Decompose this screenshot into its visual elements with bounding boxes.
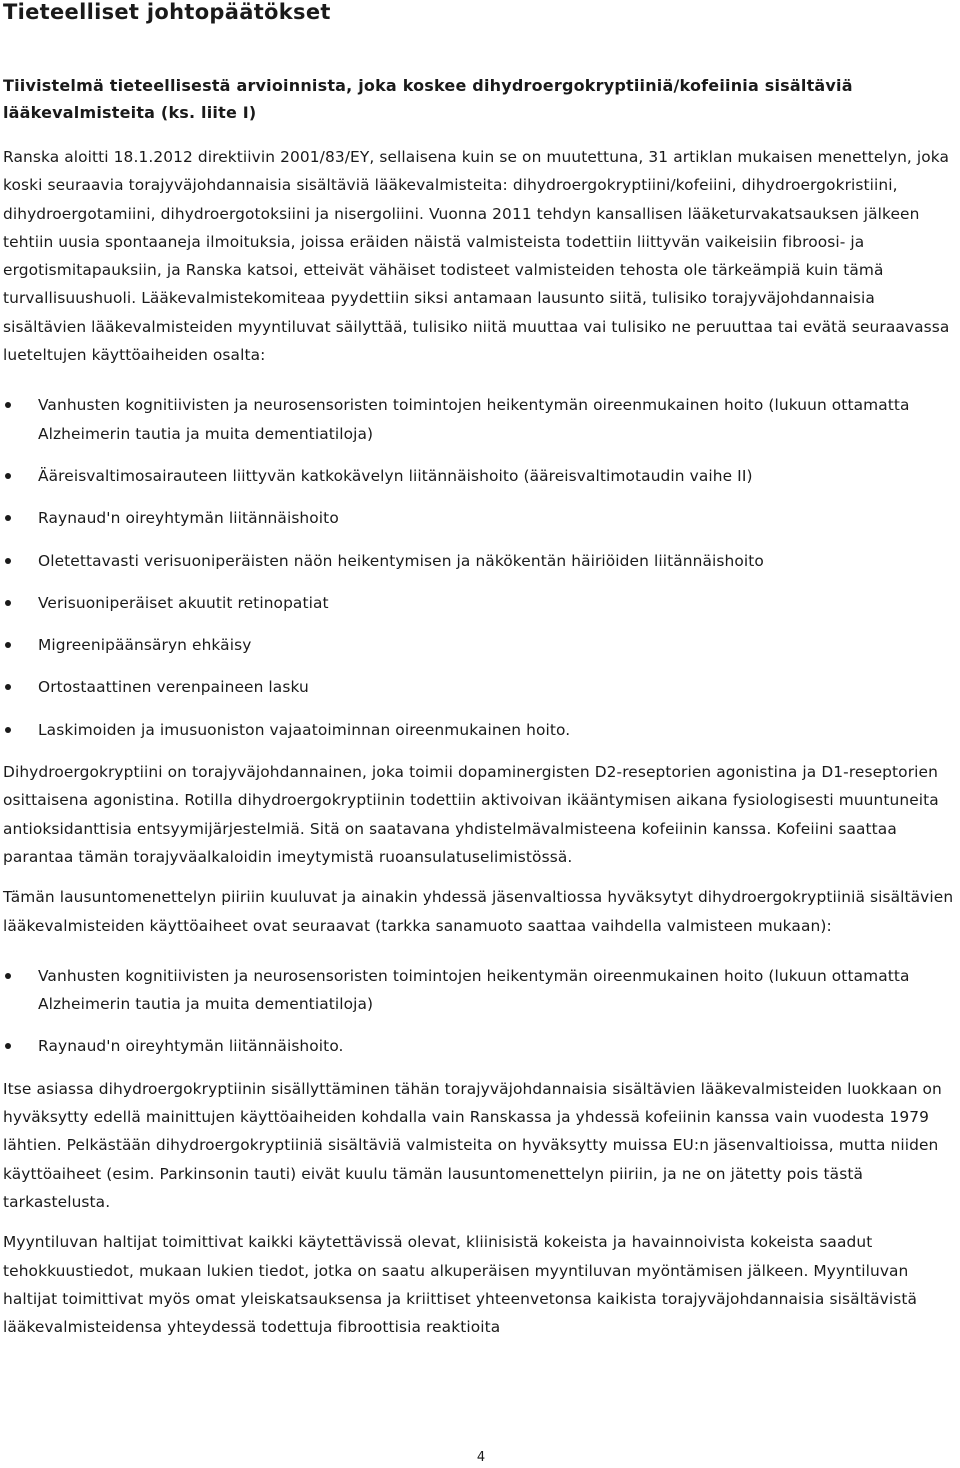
list-item-text: Ortostaattinen verenpaineen lasku <box>38 678 309 697</box>
bullet-icon <box>5 1043 11 1049</box>
list-item <box>3 673 959 701</box>
document-title: Tieteelliset johtopäätökset <box>3 0 331 24</box>
page-number: 4 <box>476 1450 486 1465</box>
document-page <box>3 0 959 1468</box>
list-item-text: Oletettavasti verisuoniperäisten näön heikentymisen ja näkökentän häiriöiden liitännäishoito <box>38 551 764 570</box>
paragraph-authorisation-scope: Itse asiassa dihydroergokryptiinin sisällyttäminen tähän torajyväjohdannaisia sisältävien lääkevalmisteiden luokkaan on hyväksytty edellä mainittujen käyttöaiheiden kohdalla vain Ranskassa ja yhdessä kofeiinin kanssa vain vuodesta 1979 lähtien. Pelkästään dihydroergokryptiiniä sisältäviä valmisteita on hyväksytty muissa EU:n jäsenvaltioissa, mutta niiden käyttöaiheet (esim. Parkinsonin tauti) eivät kuulu tämän lausuntomenettelyn piiriin, ja ne on jätetty pois tästä tarkastelusta. <box>3 1079 942 1211</box>
list-item <box>3 462 959 490</box>
list-item-text: Ääreisvaltimosairauteen liittyvän katkokävelyn liitännäishoito (ääreisvaltimotaudin vaihe II) <box>38 466 753 485</box>
list-item-text: Laskimoiden ja imusuoniston vajaatoiminnan oireenmukainen hoito. <box>38 720 571 739</box>
paragraph-pharmacology: Dihydroergokryptiini on torajyväjohdannainen, joka toimii dopaminergisten D2-reseptorien agonistina ja D1-reseptorien osittaisena agonistina. Rotilla dihydroergokryptiinin todettiin aktivoivan ikääntymisen aikana fysiologisesti muuntuneita antioksidanttisia entsyymijärjestelmiä. Sitä on saatavana yhdistelmävalmisteena kofeiinin kanssa. Kofeiini saattaa parantaa tämän torajyväalkaloidin imeytymistä ruoansulatuselimistössä. <box>3 763 939 866</box>
section-subtitle: Tiivistelmä tieteellisestä arvioinnista, joka koskee dihydroergokryptiiniä/kofeiinia sisältäviä lääkevalmisteita (ks. liite I) <box>3 76 853 122</box>
list-item-text: Vanhusten kognitiivisten ja neurosensoristen toimintojen heikentymän oireenmukainen hoito (lukuun ottamatta Alzheimerin tautia ja muita dementiatiloja) <box>38 396 910 443</box>
list-item <box>3 391 959 448</box>
list-item <box>3 716 959 744</box>
list-item-text: Raynaud'n oireyhtymän liitännäishoito. <box>38 1037 344 1056</box>
bullet-icon <box>5 473 11 479</box>
document-body <box>3 143 959 1341</box>
paragraph-procedure-background: Ranska aloitti 18.1.2012 direktiivin 2001/83/EY, sellaisena kuin se on muutettuna, 31 artiklan mukaisen menettelyn, joka koski seuraavia torajyväjohdannaisia sisältäviä lääkevalmisteita: dihydroergokryptiini/kofeiini, dihydroergokristiini, dihydroergotamiini, dihydroergotoksiini ja nisergoliini. Vuonna 2011 tehdyn kansallisen lääketurvakatsauksen jälkeen tehtiin uusia spontaaneja ilmoituksia, joissa eräiden näistä valmisteista todettiin liittyvän vaikeisiin fibroosi- ja ergotismitapauksiin, ja Ranska katsoi, etteivät vähäiset todisteet valmisteiden tehosta ole tärkeämpiä kuin tämä turvallisuushuoli. Lääkevalmistekomiteaa pyydettiin siksi antamaan lausunto siitä, tulisiko torajyväjohdannaisia sisältävien lääkevalmisteiden myyntiluvat säilyttää, tulisiko niitä muuttaa vai tulisiko ne peruuttaa tai evätä seuraavassa lueteltujen käyttöaiheiden osalta: <box>3 148 950 365</box>
list-item-text: Vanhusten kognitiivisten ja neurosensoristen toimintojen heikentymän oireenmukainen hoito (lukuun ottamatta Alzheimerin tautia ja muita dementiatiloja) <box>38 966 910 1014</box>
list-item-text: Migreenipäänsäryn ehkäisy <box>38 636 252 655</box>
list-item <box>3 1032 959 1060</box>
paragraph-indications-intro: Tämän lausuntomenettelyn piiriin kuuluvat ja ainakin yhdessä jäsenvaltiossa hyväksytyt dihydroergokryptiiniä sisältävien lääkevalmisteiden käyttöaiheet ovat seuraavat (tarkka sanamuoto saattaa vaihdella valmisteen mukaan): <box>3 888 954 935</box>
list-item <box>3 589 959 617</box>
bullet-icon <box>5 515 11 521</box>
bullet-icon <box>5 558 11 564</box>
list-item <box>3 547 959 575</box>
list-item-text: Verisuoniperäiset akuutit retinopatiat <box>38 593 329 612</box>
list-item <box>3 962 959 1019</box>
list-item-text: Raynaud'n oireyhtymän liitännäishoito <box>38 509 339 528</box>
indication-list-all <box>3 391 959 744</box>
indication-list-approved <box>3 962 959 1061</box>
list-item <box>3 631 959 659</box>
bullet-icon <box>5 973 11 979</box>
bullet-icon <box>5 600 11 606</box>
bullet-icon <box>5 402 11 408</box>
paragraph-mah-submissions: Myyntiluvan haltijat toimittivat kaikki käytettävissä olevat, kliinisistä kokeista ja havainnoivista kokeista saadut tehokkuustiedot, mukaan lukien tiedot, jotka on saatu alkuperäisen myyntiluvan myöntämisen jälkeen. Myyntiluvan haltijat toimittivat myös omat yleiskatsauksensa ja kriittiset yhteenvetonsa kaikista torajyväjohdannaisia sisältävistä lääkevalmisteidensa yhteydessä todettuja fibroottisia reaktioita <box>3 1233 918 1337</box>
list-item <box>3 504 959 532</box>
bullet-icon <box>5 684 11 690</box>
bullet-icon <box>5 727 11 733</box>
bullet-icon <box>5 642 11 648</box>
